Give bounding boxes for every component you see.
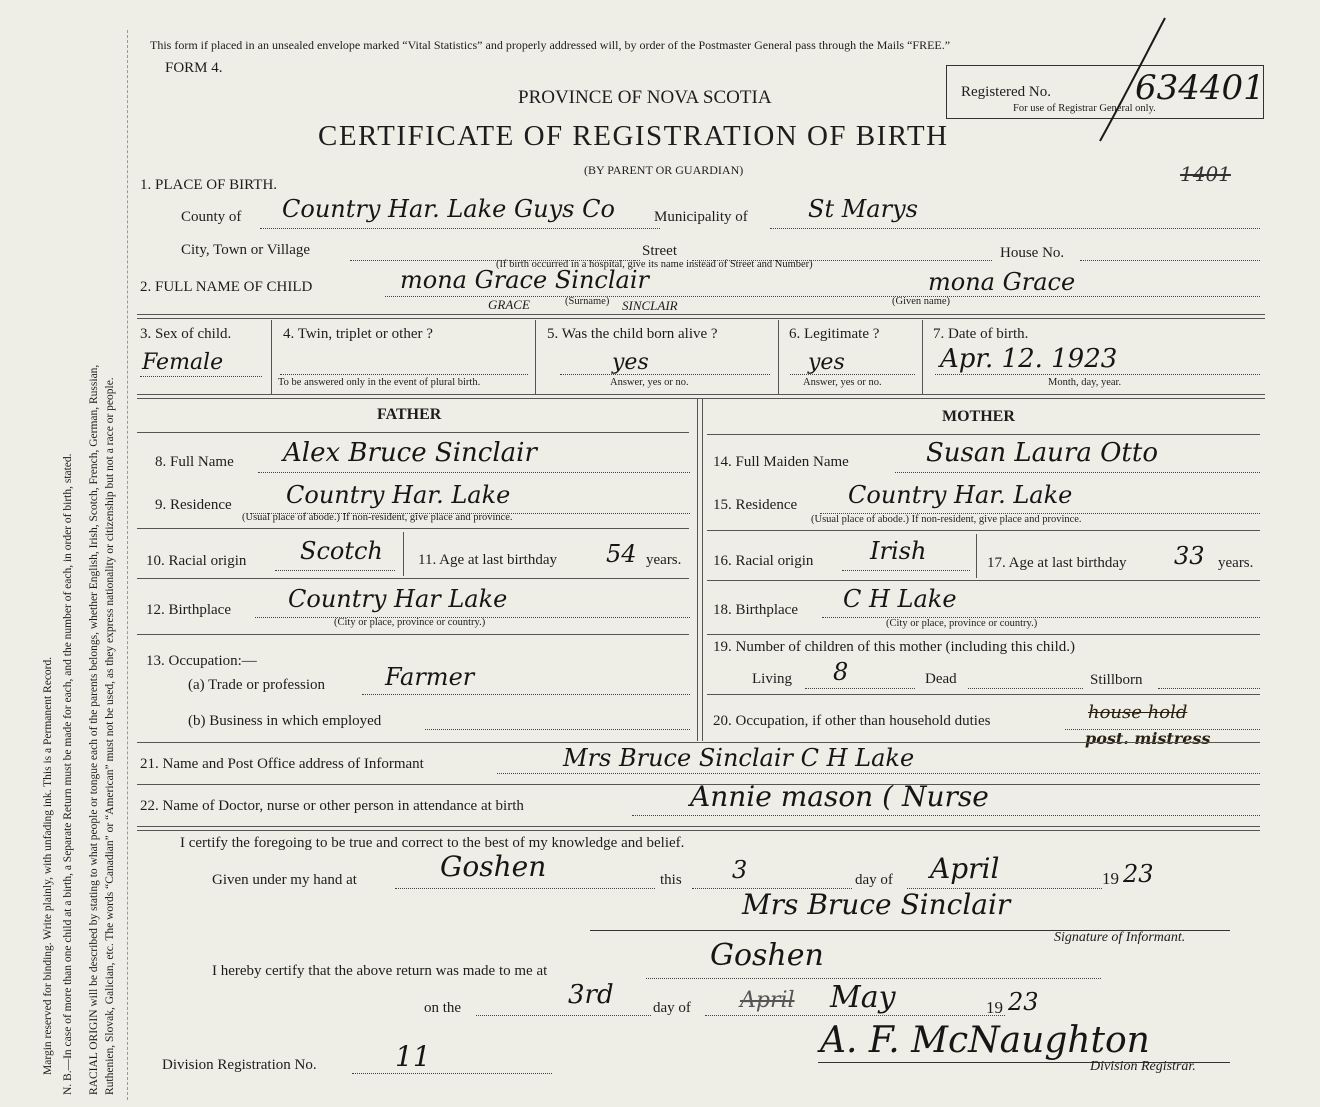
date-of-birth-value: Apr. 12. 1923 xyxy=(940,344,1118,374)
certificate-subtitle: (BY PARENT OR GUARDIAN) xyxy=(584,163,744,177)
mother-residence-value: Country Har. Lake xyxy=(848,481,1073,509)
on-day-value: 3rd xyxy=(568,980,614,1010)
mother-name-label: 14. Full Maiden Name xyxy=(713,454,849,470)
mother-birthplace-note: (City or place, province or country.) xyxy=(886,618,1038,629)
registrar-label: Division Registrar. xyxy=(1090,1059,1196,1074)
mother-age-unit: years. xyxy=(1218,555,1254,571)
given-day-value: 3 xyxy=(732,856,748,884)
father-age-unit: years. xyxy=(646,552,682,568)
child-given-value: mona Grace xyxy=(928,268,1076,296)
day-of-label-2: day of xyxy=(653,1000,691,1016)
father-trade-value: Farmer xyxy=(385,663,475,691)
father-name-value: Alex Bruce Sinclair xyxy=(283,438,537,468)
mother-birthplace-value: C H Lake xyxy=(843,585,957,613)
doctor-label: 22. Name of Doctor, nurse or other person in attendance at birth xyxy=(140,798,524,814)
father-occupation-label: 13. Occupation:— xyxy=(146,653,257,669)
father-age-label: 11. Age at last birthday xyxy=(418,552,557,568)
division-value: 11 xyxy=(395,1040,431,1073)
registrar-note: For use of Registrar General only. xyxy=(1013,103,1156,114)
alive-note: Answer, yes or no. xyxy=(610,377,689,388)
father-birthplace-note: (City or place, province or country.) xyxy=(334,617,486,628)
living-label: Living xyxy=(752,671,792,687)
father-business-label: (b) Business in which employed xyxy=(188,713,382,729)
stillborn-label: Stillborn xyxy=(1090,672,1143,688)
postal-note: This form if placed in an unsealed envelope marked “Vital Statistics” and properly addressed will, by order of the Postmaster General pass through the Mails “FREE.” xyxy=(150,38,951,52)
sex-label: 3. Sex of child. xyxy=(140,326,232,342)
on-year-value: 23 xyxy=(1008,988,1039,1016)
given-month-value: April xyxy=(930,852,1000,885)
surname-note: (Surname) xyxy=(565,296,610,307)
doctor-value: Annie mason ( Nurse xyxy=(690,780,989,813)
sex-value: Female xyxy=(142,350,224,375)
mother-occupation-value: post. mistress xyxy=(1085,729,1211,748)
certificate-title: CERTIFICATE OF REGISTRATION OF BIRTH xyxy=(318,120,949,152)
father-name-label: 8. Full Name xyxy=(155,454,234,470)
legitimate-note: Answer, yes or no. xyxy=(803,377,882,388)
mother-heading: MOTHER xyxy=(942,408,1015,425)
given-name-note: (Given name) xyxy=(892,296,951,307)
on-month-struck: April xyxy=(740,988,795,1013)
county-label: County of xyxy=(181,209,242,225)
side-mark: 1401 xyxy=(1180,162,1231,186)
place-of-birth-label: 1. PLACE OF BIRTH. xyxy=(140,177,278,193)
margin-note-4: Ruthenien, Slovak, Galician, etc. The words “Canadian” or “American” must not be used, as they express nationality or citizenship but not a race or people. xyxy=(104,377,116,1095)
informant-label: 21. Name and Post Office address of Informant xyxy=(140,756,424,772)
date-of-birth-note: Month, day, year. xyxy=(1048,377,1122,388)
child-surname-print-2: SINCLAIR xyxy=(622,298,678,313)
on-month-value: May xyxy=(830,980,896,1015)
given-year-value: 23 xyxy=(1123,860,1154,888)
province-heading: PROVINCE OF NOVA SCOTIA xyxy=(518,87,772,108)
form-number: FORM 4. xyxy=(165,60,223,76)
given-year-prefix: 19 xyxy=(1102,869,1119,888)
mother-occupation-label: 20. Occupation, if other than household duties xyxy=(713,713,991,729)
father-birthplace-value: Country Har Lake xyxy=(288,585,508,613)
margin-note-3: RACIAL ORIGIN will be described by stating to what people or tongue each of the parents belongs, whether English, Irish, Scotch, French, German, Russian, xyxy=(88,364,100,1095)
father-residence-note: (Usual place of abode.) If non-resident, give place and province. xyxy=(242,512,513,523)
this-label: this xyxy=(660,872,682,888)
twin-note: To be answered only in the event of plural birth. xyxy=(278,377,481,388)
municipality-label: Municipality of xyxy=(654,209,748,225)
hospital-note: (If birth occurred in a hospital, give its name instead of Street and Number) xyxy=(496,259,813,270)
father-birthplace-label: 12. Birthplace xyxy=(146,602,231,618)
legitimate-value: yes xyxy=(808,350,845,375)
city-label: City, Town or Village xyxy=(181,242,311,258)
section-divider xyxy=(137,314,1265,319)
on-year-prefix: 19 xyxy=(986,998,1003,1017)
mother-race-label: 16. Racial origin xyxy=(713,553,814,569)
informant-value: Mrs Bruce Sinclair C H Lake xyxy=(563,744,915,772)
parents-divider xyxy=(697,398,698,741)
child-surname-print: GRACE xyxy=(488,297,530,312)
alive-value: yes xyxy=(612,350,649,375)
father-residence-label: 9. Residence xyxy=(155,497,232,513)
date-of-birth-label: 7. Date of birth. xyxy=(933,326,1029,342)
given-place-value: Goshen xyxy=(440,850,547,883)
hereby-place-value: Goshen xyxy=(710,938,824,973)
father-heading: FATHER xyxy=(377,406,442,423)
child-name-value: mona Grace Sinclair xyxy=(400,266,649,294)
street-label: Street xyxy=(642,243,677,259)
on-the-label: on the xyxy=(424,1000,462,1016)
given-under-label: Given under my hand at xyxy=(212,872,357,888)
alive-label: 5. Was the child born alive ? xyxy=(547,326,718,342)
mother-name-value: Susan Laura Otto xyxy=(926,438,1158,468)
informant-signature: Mrs Bruce Sinclair xyxy=(742,888,1011,921)
registered-label: Registered No. xyxy=(961,84,1051,100)
father-race-label: 10. Racial origin xyxy=(146,553,247,569)
hereby-label: I hereby certify that the above return was made to me at xyxy=(212,963,548,979)
mother-race-value: Irish xyxy=(870,537,927,565)
certify-statement: I certify the foregoing to be true and correct to the best of my knowledge and belief. xyxy=(180,835,685,851)
binding-margin xyxy=(0,0,128,1107)
mother-age-label: 17. Age at last birthday xyxy=(987,555,1127,571)
registrar-signature: A. F. McNaughton xyxy=(820,1020,1150,1061)
child-name-label: 2. FULL NAME OF CHILD xyxy=(140,279,313,295)
county-value: Country Har. Lake Guys Co xyxy=(282,195,615,223)
father-age-value: 54 xyxy=(606,540,637,568)
dead-label: Dead xyxy=(925,671,957,687)
registered-value: 634401 xyxy=(1135,68,1265,108)
margin-note-2: N. B.—In case of more than one child at a birth, a Separate Return must be made for each, and the number of each, in order of birth, stated. xyxy=(62,453,74,1095)
living-value: 8 xyxy=(833,658,849,686)
legitimate-label: 6. Legitimate ? xyxy=(789,326,880,342)
margin-note-1: Margin reserved for binding. Write plainly, with unfading ink. This is a Permanent Record. xyxy=(42,656,54,1075)
house-number-label: House No. xyxy=(1000,245,1065,261)
day-of-label: day of xyxy=(855,872,893,888)
division-label: Division Registration No. xyxy=(162,1057,317,1073)
twin-label: 4. Twin, triplet or other ? xyxy=(283,326,433,342)
signature-label: Signature of Informant. xyxy=(1054,930,1186,945)
mother-residence-label: 15. Residence xyxy=(713,497,798,513)
mother-residence-note: (Usual place of abode.) If non-resident, give place and province. xyxy=(811,514,1082,525)
mother-occupation-struck: house hold xyxy=(1088,702,1188,723)
margin-divider xyxy=(127,30,128,1100)
mother-birthplace-label: 18. Birthplace xyxy=(713,602,798,618)
mother-children-label: 19. Number of children of this mother (including this child.) xyxy=(713,639,1076,655)
mother-age-value: 33 xyxy=(1174,542,1205,570)
municipality-value: St Marys xyxy=(808,195,918,223)
father-race-value: Scotch xyxy=(300,537,383,565)
father-trade-label: (a) Trade or profession xyxy=(188,677,326,693)
father-residence-value: Country Har. Lake xyxy=(286,481,511,509)
registered-slash-mark xyxy=(1085,16,1175,146)
